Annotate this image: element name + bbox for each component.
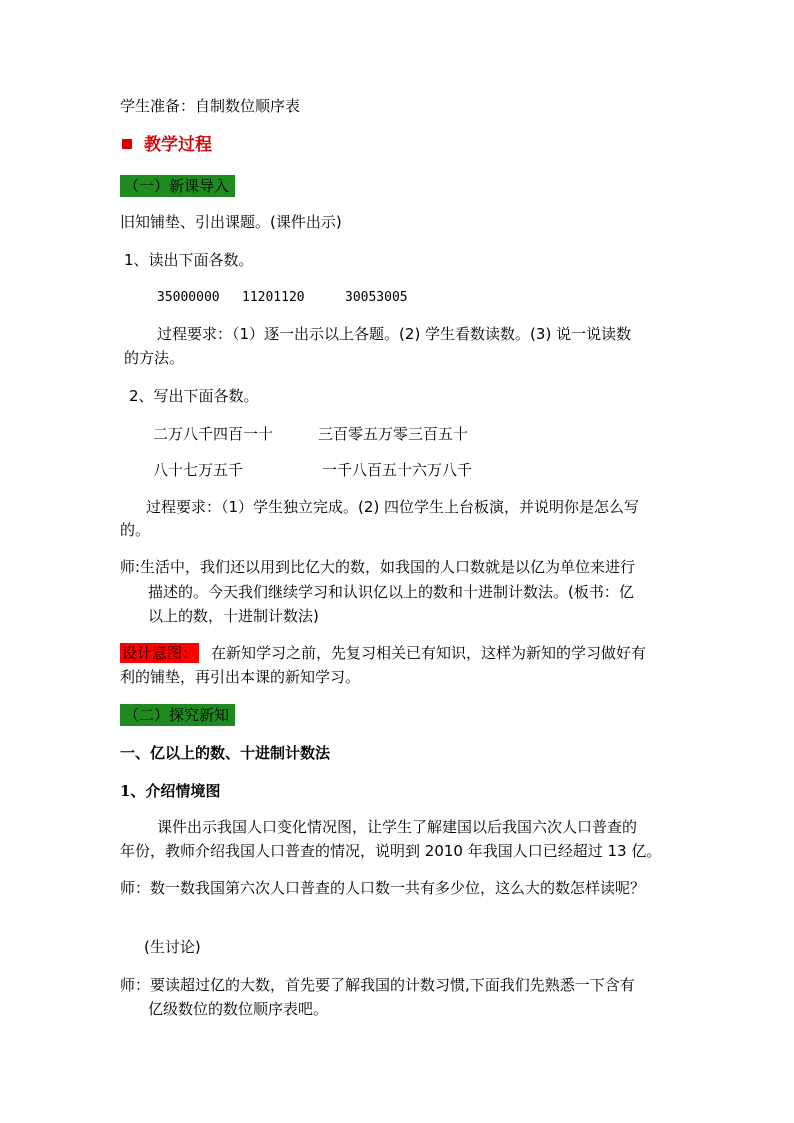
tag-explore: （二）探究新知 (120, 704, 235, 726)
tag-new-lesson: （一）新课导入 (120, 175, 235, 197)
heading-1: 一、亿以上的数、十进制计数法 (120, 744, 331, 762)
word-number-4: 一千八百五十六万八千 (322, 461, 473, 479)
section-tag-1 (120, 175, 235, 197)
question-1: 1、读出下面各数。 (124, 251, 254, 269)
number-2: 11201120 (242, 290, 305, 305)
teacher-text-1-line2: 描述的。今天我们继续学习和认识亿以上的数和十进制计数法。(板书：亿 (148, 583, 634, 601)
requirement-1-line1: 过程要求：（1）逐一出示以上各题。(2) 学生看数读数。(3) 说一说读数 (157, 325, 632, 343)
discuss-text: (生讨论) (144, 938, 201, 956)
number-1: 35000000 (157, 290, 220, 305)
heading-2: 1、介绍情境图 (120, 782, 221, 800)
section-title-text: 教学过程 (144, 135, 212, 155)
section-title (122, 135, 212, 155)
teacher-text-3-line1: 师：要读超过亿的大数，首先要了解我国的计数习惯,下面我们先熟悉一下含有 (120, 976, 635, 994)
teacher-text-3-line2: 亿级数位的数位顺序表吧。 (148, 1000, 329, 1018)
paragraph-1-line2: 年份，教师介绍我国人口普查的情况，说明到 2010 年我国人口已经超过 13 亿。 (120, 842, 662, 860)
teacher-text-1-line3: 以上的数，十进制计数法) (148, 607, 319, 625)
intro-text: 旧知铺垫、引出课题。(课件出示) (120, 213, 342, 231)
requirement-2-line1: 过程要求：（1）学生独立完成。(2) 四位学生上台板演，并说明你是怎么写 (146, 498, 640, 516)
paragraph-1-line1: 课件出示我国人口变化情况图，让学生了解建国以后我国六次人口普查的 (157, 818, 638, 836)
teacher-text-2: 师：数一数我国第六次人口普查的人口数一共有多少位，这么大的数怎样读呢？ (120, 879, 646, 897)
requirement-2-line2: 的。 (120, 521, 151, 539)
word-number-3: 八十七万五千 (153, 461, 244, 479)
question-2: 2、写出下面各数。 (129, 387, 259, 405)
word-number-2: 三百零五万零三百五十 (318, 425, 469, 443)
word-number-1: 二万八千四百一十 (153, 425, 274, 443)
teacher-text-1-line1: 师:生活中，我们还以用到比亿大的数，如我国的人口数就是以亿为单位来进行 (120, 558, 636, 576)
design-intent-text: 在新知学习之前，先复习相关已有知识，这样为新知的学习做好有 (211, 644, 647, 662)
requirement-1-line2: 的方法。 (124, 349, 185, 367)
bullet-square-icon (122, 139, 132, 149)
design-intent-tag: 设计意图： (122, 644, 198, 662)
prep-text: 学生准备：自制数位顺序表 (120, 97, 301, 115)
number-3: 30053005 (345, 290, 408, 305)
section-tag-2 (120, 704, 235, 726)
design-intent-line2: 利的铺垫，再引出本课的新知学习。 (120, 668, 361, 686)
design-intent-line1 (120, 643, 646, 663)
